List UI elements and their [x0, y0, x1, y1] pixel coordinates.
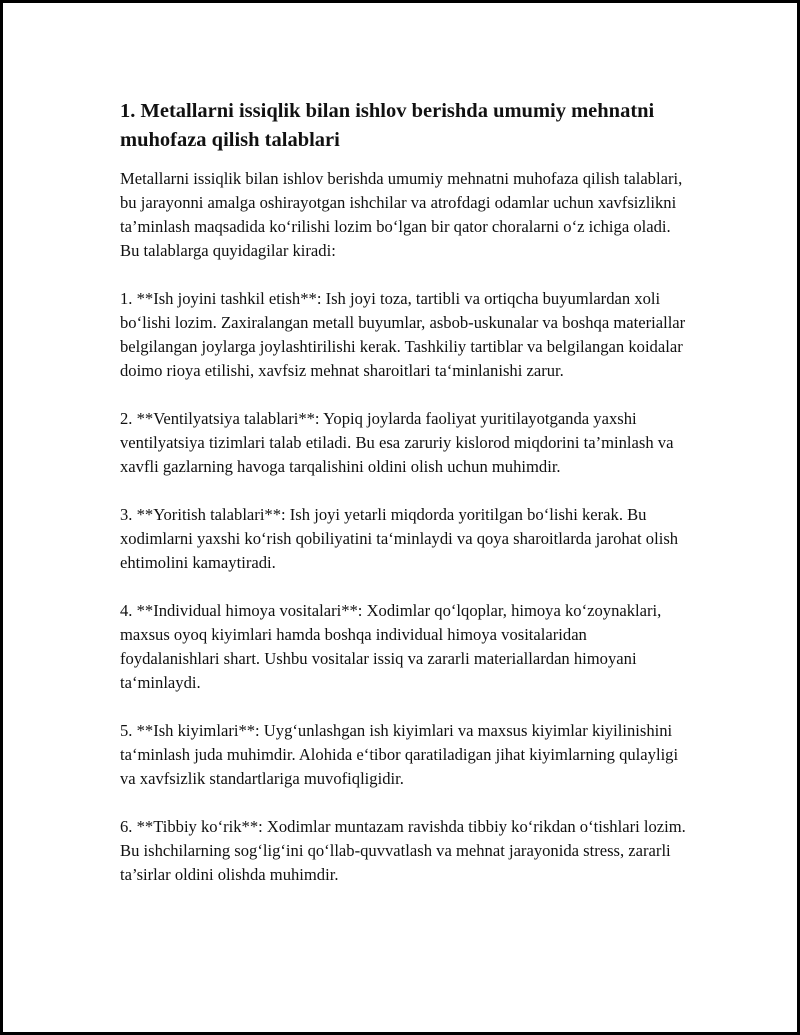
- document-heading: 1. Metallarni issiqlik bilan ishlov berishda umumiy mehnatni muhofaza qilish talablari: [120, 100, 655, 151]
- requirement-work-clothing: 5. **Ish kiyimlari**: Uyg‘unlashgan ish kiyimlari va maxsus kiyimlar kiyilinishini ta‘minlash juda muhimdir. Alohida e‘tibor qaratiladigan jihat kiyimlarning qulayligi va xavfsizlik standartlariga muvofiqligidir.: [120, 721, 679, 788]
- requirement-personal-protective-equipment: 4. **Individual himoya vositalari**: Xodimlar qo‘lqoplar, himoya ko‘zoynaklari, maxsus oyoq kiyimlari hamda boshqa individual himoya vositalaridan foydalanishlari shart. Ushbu vositalar issiq va zararli materiallardan himoyani ta‘minlaydi.: [120, 601, 662, 692]
- requirement-lighting: 3. **Yoritish talablari**: Ish joyi yetarli miqdorda yoritilgan bo‘lishi kerak. Bu xodimlarni yaxshi ko‘rish qobiliyatini ta‘minlaydi va qoya sharoitlarda jarohat olish ehtimolini kamaytiradi.: [120, 505, 679, 572]
- requirement-workplace-organization: 1. **Ish joyini tashkil etish**: Ish joyi toza, tartibli va ortiqcha buyumlardan xoli bo‘lishi lozim. Zaxiralangan metall buyumlar, asbob-uskunalar va boshqa materiallar belgilangan joylarga joylashtirilishi kerak. Tashkiliy tartiblar va belgilangan koidalar doimo rioya etilishi, xavfsiz mehnat sharoitlari ta‘minlanishi zarur.: [120, 289, 686, 380]
- intro-paragraph: Metallarni issiqlik bilan ishlov berishda umumiy mehnatni muhofaza qilish talablari, bu jarayonni amalga oshirayotgan ishchilar va atrofdagi odamlar uchun xavfsizlikni ta’minlash maqsadida ko‘rilishi lozim bo‘lgan bir qator choralarni o‘z ichiga oladi. Bu talablarga quyidagilar kiradi:: [120, 169, 683, 260]
- requirement-ventilation: 2. **Ventilyatsiya talablari**: Yopiq joylarda faoliyat yuritilayotganda yaxshi ventilyatsiya tizimlari talab etiladi. Bu esa zaruriy kislorod miqdorini ta’minlash va xavfli gazlarning havoga tarqalishini oldini olish uchun muhimdir.: [120, 409, 674, 476]
- requirement-medical-checkup: 6. **Tibbiy ko‘rik**: Xodimlar muntazam ravishda tibbiy ko‘rikdan o‘tishlari lozim. Bu ishchilarning sog‘lig‘ini qo‘llab-quvvatlash va mehnat jarayonida stress, zararli ta’sirlar oldini olishda muhimdir.: [120, 817, 686, 884]
